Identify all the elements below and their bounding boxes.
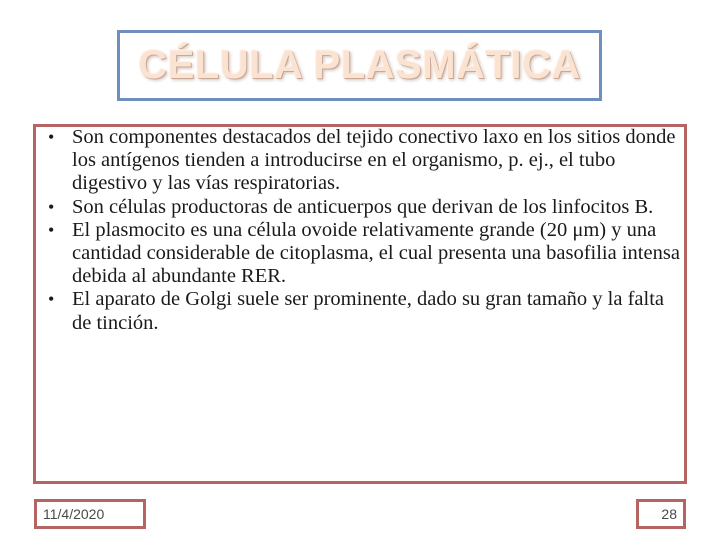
page-number: 28 (636, 499, 686, 529)
list-item (48, 126, 684, 196)
slide-title: CÉLULA PLASMÁTICA (138, 43, 581, 87)
content-box (33, 124, 687, 484)
bullet-icon: • (48, 127, 55, 147)
list-item (48, 288, 684, 334)
title-box (117, 30, 602, 101)
bullet-icon: • (48, 289, 55, 310)
bullet-text: El aparato de Golgi suele ser prominente, dado su gran tamaño y la falta de tinción. (72, 288, 665, 334)
bullet-icon: • (48, 196, 55, 217)
list-item (48, 219, 684, 289)
bullet-list (48, 126, 684, 335)
footer-date: 11/4/2020 (34, 499, 146, 529)
bullet-icon: • (48, 219, 55, 240)
bullet-text: El plasmocito es una célula ovoide relativamente grande (20 μm) y una cantidad considerable de citoplasma, el cual presenta una basofilia intensa debida al abundante RER. (72, 218, 680, 288)
bullet-text: Son células productoras de anticuerpos que derivan de los linfocitos B. (72, 195, 654, 218)
list-item (48, 196, 684, 219)
bullet-text: Son componentes destacados del tejido conectivo laxo en los sitios donde los antígenos tienden a introducirse en el organismo, p. ej., el tubo digestivo y las vías respiratorias. (72, 126, 676, 195)
